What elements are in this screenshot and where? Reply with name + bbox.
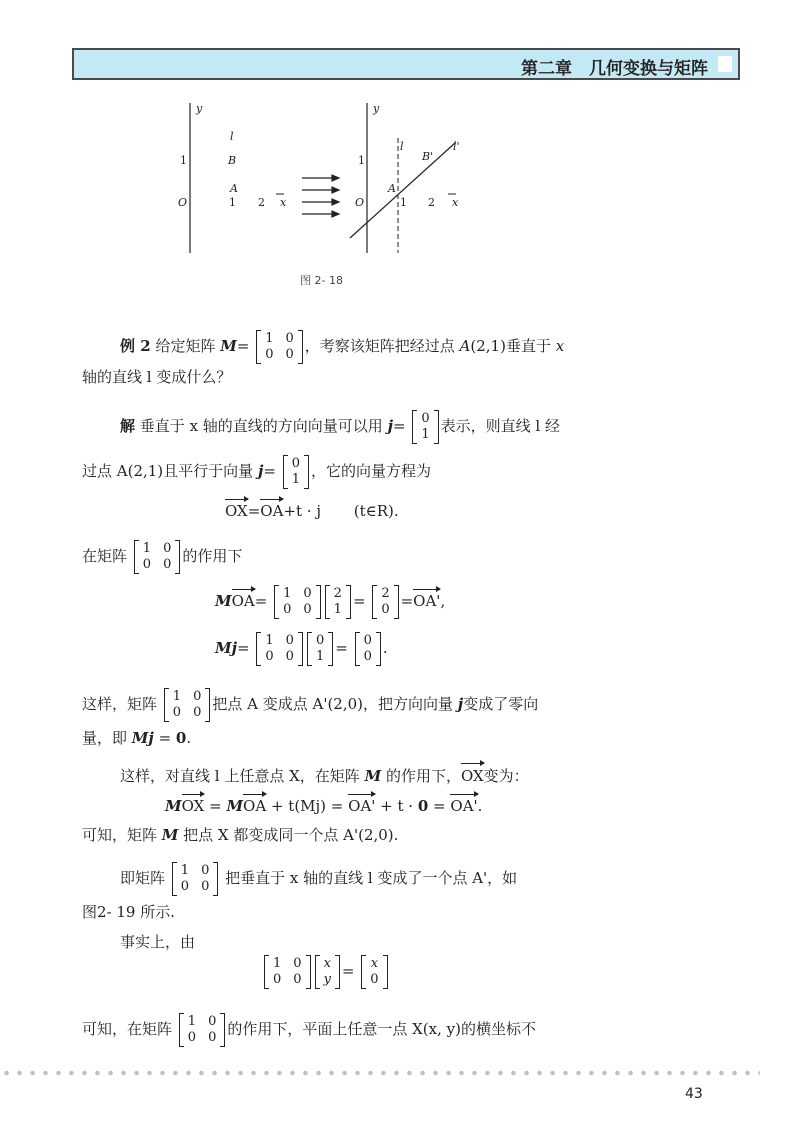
zero-vector: 0 (417, 797, 429, 815)
cell: 0 (381, 602, 390, 617)
paragraph-6 (82, 1013, 536, 1047)
equals: = (352, 592, 366, 610)
cell: 2 (333, 586, 342, 601)
left-l-label: l (230, 130, 234, 143)
equals: = (204, 797, 227, 815)
figure-2-18 (150, 98, 490, 263)
left-B-label: B (228, 154, 237, 167)
cell: 0 (180, 879, 190, 894)
solution-label: 解 (120, 417, 136, 435)
text-span: +t · j (283, 502, 321, 520)
cell: x (370, 956, 379, 971)
vector-x-y (315, 955, 340, 989)
text-span: 这样，矩阵 (82, 695, 158, 713)
example-2-line-2: 轴的直线 l 变成什么？ (82, 368, 232, 386)
right-x-label: x (452, 196, 459, 209)
cell: 0 (172, 705, 182, 720)
right-A-label: A (388, 182, 396, 195)
cell: 0 (187, 1030, 197, 1045)
right-x2-label: 2 (428, 196, 435, 209)
axis-symbol: x (555, 337, 565, 355)
right-y-label: y (373, 102, 380, 115)
text-span: 的作用下 (182, 547, 243, 565)
left-x2-label: 2 (258, 196, 265, 209)
right-Bp-label: B' (422, 150, 434, 163)
vector-j (412, 410, 438, 444)
cell: 0 (201, 879, 210, 894)
zero-vector: 0 (175, 729, 187, 747)
left-one-label: 1 (180, 154, 187, 167)
cell: 0 (293, 956, 302, 971)
solution-line-2 (82, 455, 431, 489)
example-2-line-1 (120, 330, 564, 364)
chapter-header-bar (72, 48, 740, 80)
vector-OA-prime: OA' (450, 797, 478, 815)
cell: 1 (172, 689, 182, 704)
text-span: 表示，则直线 l 经 (440, 417, 560, 435)
right-one-label: 1 (358, 154, 365, 167)
equals: = (153, 729, 176, 747)
cell: 0 (421, 411, 430, 426)
cell: 0 (285, 331, 294, 346)
cell: 0 (208, 1030, 217, 1045)
matrix-symbol: M (161, 826, 179, 844)
solution-line-1 (120, 410, 560, 444)
right-lp-label: l' (453, 140, 460, 153)
punct: . (477, 797, 483, 815)
matrix-symbol: M (226, 797, 244, 815)
cell: 2 (381, 586, 390, 601)
cell: 1 (291, 472, 301, 487)
matrix-M (274, 585, 321, 619)
matrix-symbol: M (364, 767, 382, 785)
figure-caption: 图 2- 18 (300, 274, 343, 287)
matrix-M (264, 955, 311, 989)
equals: = (400, 592, 414, 610)
vector-OX: OX (225, 502, 248, 520)
matrix-M (164, 688, 211, 722)
matrix-M (134, 540, 181, 574)
transform-arrows (302, 175, 339, 217)
matrix-M (179, 1013, 226, 1047)
paragraph-1-line-2 (82, 728, 191, 748)
text-span: 的作用下，平面上任意一点 X(x, y)的横坐标不 (227, 1020, 536, 1038)
right-line-lp (350, 143, 455, 238)
punct: , (440, 592, 446, 610)
vector-OA: OA (231, 592, 255, 610)
left-y-label: y (196, 102, 203, 115)
parameter-condition: (t∈R). (353, 502, 399, 520)
equals: = (254, 592, 268, 610)
equation-xy (262, 955, 390, 989)
vector-OA: OA (243, 797, 267, 815)
chapter-title: 第二章 几何变换与矩阵 (521, 59, 708, 79)
text-span: ，它的向量方程为 (311, 462, 432, 480)
equals: = (428, 797, 451, 815)
cell: 0 (363, 633, 372, 648)
cell: 0 (285, 649, 294, 664)
cell: 0 (208, 1014, 217, 1029)
matrix-M (256, 632, 303, 666)
vector-equation (225, 502, 399, 520)
cell: 1 (315, 649, 325, 664)
paragraph-4-line-1 (120, 862, 517, 896)
cell: y (323, 972, 331, 987)
vector-2-1 (325, 585, 351, 619)
under-matrix-line (82, 540, 242, 574)
text-span: 变为： (483, 767, 529, 785)
right-x1-label: 1 (400, 196, 407, 209)
cell: 0 (293, 972, 302, 987)
cell: 0 (265, 347, 274, 362)
cell: 0 (273, 972, 282, 987)
vector-j-symbol: j (257, 462, 264, 480)
paragraph-1-line-1 (82, 688, 538, 722)
cell: 1 (273, 956, 282, 971)
cell: 0 (370, 972, 379, 987)
paragraph-5: 事实上，由 (120, 933, 196, 951)
cell: 1 (142, 541, 152, 556)
text-span: + t(Mj) = (266, 797, 349, 815)
left-origin-label: O (178, 196, 188, 209)
text-span: 把垂直于 x 轴的直线 l 变成了一个点 A'，如 (220, 869, 518, 887)
Mj-symbol: Mj (215, 639, 238, 657)
matrix-symbol: M (165, 797, 182, 815)
cell: 0 (193, 705, 202, 720)
cell: 1 (265, 331, 274, 346)
left-x1-label: 1 (229, 196, 236, 209)
cell: 0 (291, 456, 301, 471)
page-number: 43 (685, 1086, 703, 1102)
paragraph-3 (82, 825, 398, 845)
cell: 0 (193, 689, 202, 704)
header-corner-square (718, 56, 732, 72)
right-l-label: l (400, 140, 404, 153)
equation-MOA (215, 585, 445, 619)
vector-OA-prime: OA' (413, 592, 441, 610)
text-span: 可知，在矩阵 (82, 1020, 173, 1038)
text-span: 垂直于 x 轴的直线的方向向量可以用 (139, 417, 388, 435)
vector-0-1 (307, 632, 333, 666)
matrix-M (172, 862, 219, 896)
punct: . (186, 729, 192, 747)
text-span: 这样，对直线 l 上任意点 X，在矩阵 (120, 767, 365, 785)
text-span: 变成了零向 (463, 695, 539, 713)
vector-j-symbol: j (387, 417, 393, 435)
vector-OX: OX (460, 767, 484, 785)
cell: x (323, 956, 331, 971)
equals: = (263, 462, 276, 480)
text-span: (2,1)垂直于 (470, 337, 556, 355)
equals: = (335, 639, 348, 657)
Mj-symbol: Mj (131, 729, 154, 747)
vector-OA: OA (260, 502, 284, 520)
equation-Mj (215, 632, 388, 666)
cell: 0 (285, 347, 294, 362)
matrix-M (256, 330, 303, 364)
text-span: + t · (375, 797, 418, 815)
cell: 0 (363, 649, 372, 664)
cell: 0 (303, 602, 312, 617)
cell: 0 (303, 586, 312, 601)
vector-2-0 (372, 585, 398, 619)
cell: 0 (285, 633, 294, 648)
left-A-label: A (230, 182, 238, 195)
cell: 1 (333, 602, 342, 617)
punct: . (382, 639, 388, 657)
vector-OX: OX (181, 797, 205, 815)
cell: 1 (283, 586, 292, 601)
cell: 1 (421, 427, 430, 442)
text-span: 过点 A(2,1)且平行于向量 (82, 462, 258, 480)
footer-dotted-divider (0, 1068, 760, 1078)
text-span: 把点 A 变成点 A'(2,0)，把方向向量 (212, 695, 458, 713)
matrix-symbol: M (220, 337, 237, 355)
right-origin-label: O (355, 196, 365, 209)
text-span: 可知，矩阵 (82, 826, 162, 844)
vector-OA-prime: OA' (348, 797, 376, 815)
cell: 0 (142, 557, 152, 572)
paragraph-4-line-2: 图2- 19 所示. (82, 903, 176, 921)
text-span: 给定矩阵 (155, 337, 221, 355)
equals: = (393, 417, 406, 435)
example-label: 例 2 (120, 337, 151, 355)
equals: = (247, 502, 261, 520)
equation-MOX (165, 797, 482, 815)
cell: 0 (163, 541, 172, 556)
cell: 1 (180, 863, 190, 878)
cell: 0 (315, 633, 325, 648)
text-span: 在矩阵 (82, 547, 132, 565)
point-symbol: A (459, 337, 471, 355)
text-span: 即矩阵 (120, 869, 170, 887)
left-x-label: x (280, 196, 287, 209)
vector-j-symbol: j (457, 695, 464, 713)
text-span: 的作用下， (381, 767, 461, 785)
equals: = (237, 639, 250, 657)
vector-0-0 (355, 632, 381, 666)
equals: = (341, 962, 355, 980)
equals: = (236, 337, 250, 355)
cell: 1 (265, 633, 274, 648)
text-span: ，考察该矩阵把经过点 (304, 337, 460, 355)
text-span: 量，即 (82, 729, 132, 747)
paragraph-2 (120, 766, 529, 786)
cell: 0 (201, 863, 210, 878)
cell: 0 (265, 649, 274, 664)
matrix-symbol: M (215, 592, 232, 610)
text-span: 把点 X 都变成同一个点 A'(2,0). (178, 826, 399, 844)
cell: 0 (163, 557, 172, 572)
vector-x-0 (361, 955, 387, 989)
cell: 1 (187, 1014, 197, 1029)
cell: 0 (283, 602, 292, 617)
vector-j (283, 455, 309, 489)
